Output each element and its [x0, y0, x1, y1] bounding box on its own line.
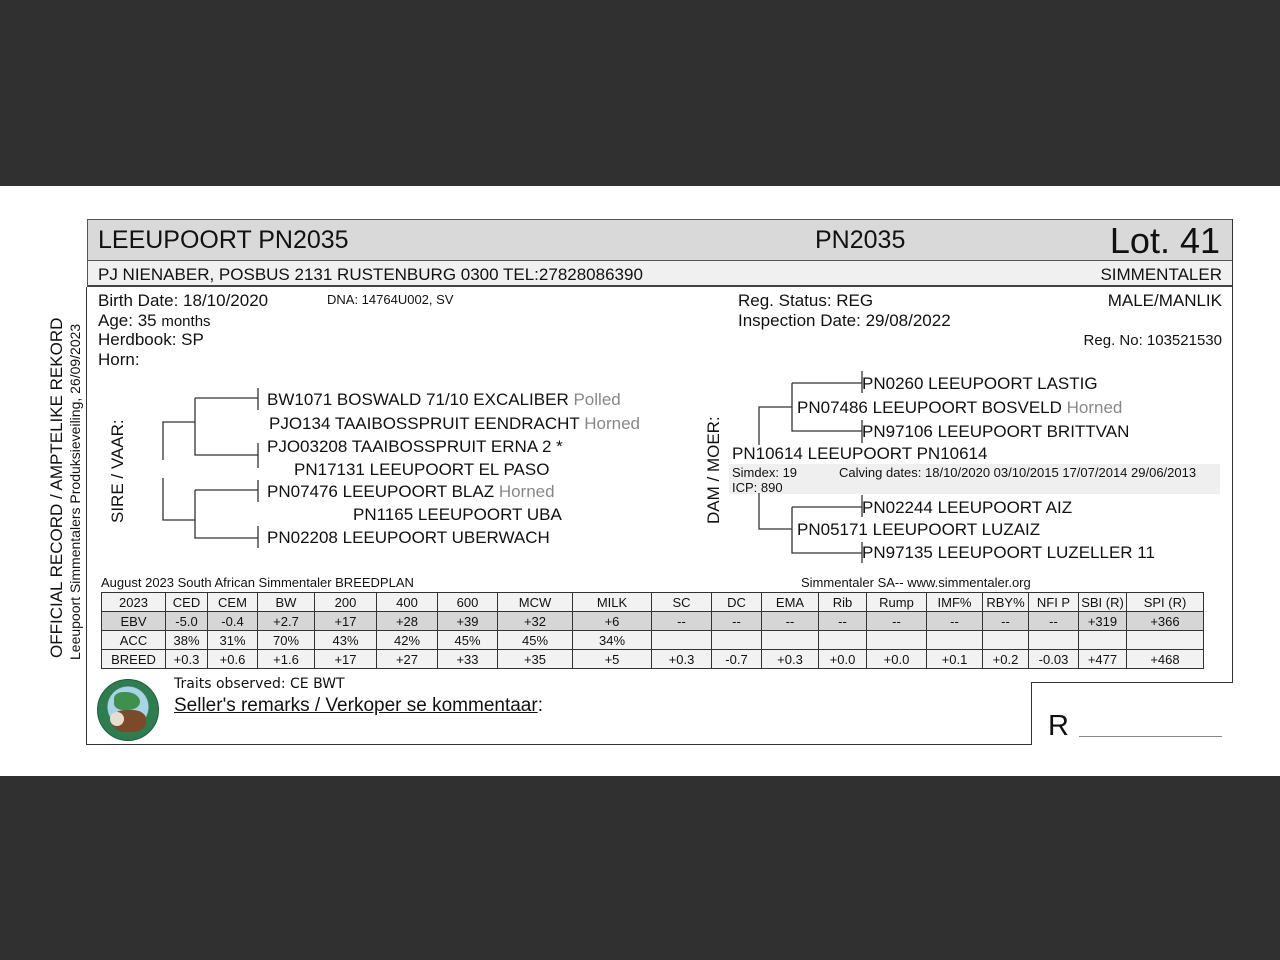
- traits-observed: Traits observed: CE BWT: [174, 676, 345, 692]
- table-cell: -0.7: [712, 650, 762, 669]
- table-cell: RBY%: [983, 593, 1029, 612]
- sellers-remarks-label: [174, 695, 543, 717]
- table-cell: 34%: [573, 631, 652, 650]
- table-cell: [1127, 631, 1204, 650]
- table-cell: [1029, 631, 1079, 650]
- card-left-border: [86, 287, 87, 745]
- horn-status: Horned: [498, 482, 555, 501]
- table-cell: CEM: [208, 593, 258, 612]
- table-cell: IMF%: [927, 593, 983, 612]
- table-cell: +468: [1127, 650, 1204, 669]
- pedigree-name: PN07486 LEEUPOORT BOSVELD: [797, 398, 1062, 417]
- table-cell: 31%: [208, 631, 258, 650]
- horn-status: Polled: [573, 390, 621, 409]
- age-unit: months: [161, 313, 211, 330]
- table-cell: +6: [573, 612, 652, 631]
- sire-sire: [269, 414, 640, 434]
- breedplan-table: [101, 592, 1204, 669]
- owner-address: PJ NIENABER, POSBUS 2131 RUSTENBURG 0300 TEL:27828086390: [98, 265, 643, 284]
- pedigree-name: PN07476 LEEUPOORT BLAZ: [267, 482, 495, 501]
- table-cell: +35: [498, 650, 573, 669]
- table-cell: +0.2: [983, 650, 1029, 669]
- table-cell: +0.0: [867, 650, 927, 669]
- simmentaler-sa-logo-icon: [97, 679, 159, 741]
- table-row: [102, 612, 1204, 631]
- card-bottom-border: [86, 744, 1032, 745]
- table-cell: [867, 631, 927, 650]
- table-cell: SPI (R): [1127, 593, 1204, 612]
- table-cell: [762, 631, 819, 650]
- horn-status: Horned: [584, 414, 640, 433]
- table-cell: +0.1: [927, 650, 983, 669]
- table-cell: SBI (R): [1079, 593, 1127, 612]
- sire-dam-sire: [267, 482, 555, 502]
- table-cell: +1.6: [258, 650, 315, 669]
- inspection-date: Inspection Date: 29/08/2022: [738, 311, 951, 330]
- age-label: Age: 35: [98, 311, 157, 330]
- dam-sire-dam: PN97106 LEEUPOORT BRITTVAN: [862, 422, 1130, 441]
- table-cell: +0.3: [166, 650, 208, 669]
- table-cell: 70%: [258, 631, 315, 650]
- animal-id: PN2035: [815, 226, 906, 254]
- sire-dam: PN1165 LEEUPOORT UBA: [353, 505, 562, 524]
- sire-sire-sire: [267, 390, 621, 410]
- table-cell: 45%: [498, 631, 573, 650]
- row-label: ACC: [102, 631, 166, 650]
- table-cell: +17: [315, 650, 377, 669]
- table-cell: -0.03: [1029, 650, 1079, 669]
- table-cell: [1079, 631, 1127, 650]
- dam-dam-dam: PN97135 LEEUPOORT LUZELLER 11: [862, 543, 1155, 562]
- row-label: BREED: [102, 650, 166, 669]
- table-cell: Rib: [819, 593, 867, 612]
- dam-calving-dates: Calving dates: 18/10/2020 03/10/2015 17/07/2014 29/06/2013: [839, 465, 1197, 480]
- table-cell: -5.0: [166, 612, 208, 631]
- table-cell: +5: [573, 650, 652, 669]
- breed-label: SIMMENTALER: [1100, 265, 1222, 284]
- table-cell: [983, 631, 1029, 650]
- table-cell: 38%: [166, 631, 208, 650]
- sale-subtitle: Leeupoort Simmentalers Produksieveiling, 26/09/2023: [67, 323, 83, 660]
- table-cell: --: [867, 612, 927, 631]
- table-cell: --: [652, 612, 712, 631]
- table-cell: MCW: [498, 593, 573, 612]
- table-cell: Rump: [867, 593, 927, 612]
- table-cell: 600: [438, 593, 498, 612]
- table-cell: +0.3: [652, 650, 712, 669]
- dna-info: DNA: 14764U002, SV: [327, 292, 454, 307]
- table-cell: --: [762, 612, 819, 631]
- birth-date: Birth Date: 18/10/2020: [98, 291, 269, 310]
- sex-label: MALE/MANLIK: [1107, 291, 1222, 310]
- dam-sire: [797, 398, 1122, 418]
- registration-number: Reg. No: 103521530: [1083, 332, 1222, 349]
- table-cell: +28: [377, 612, 438, 631]
- pedigree-name: BW1071 BOSWALD 71/10 EXCALIBER: [267, 390, 569, 409]
- dam-name: PN10614 LEEUPOORT PN10614: [732, 444, 988, 463]
- dam-icp: ICP: 890: [732, 480, 783, 495]
- horn-status: Horn:: [98, 350, 140, 369]
- table-cell: +319: [1079, 612, 1127, 631]
- card-right-border: [1232, 219, 1233, 682]
- table-cell: 200: [315, 593, 377, 612]
- table-cell: 400: [377, 593, 438, 612]
- price-box-left-border: [1031, 682, 1032, 745]
- table-cell: [712, 631, 762, 650]
- table-cell: MILK: [573, 593, 652, 612]
- breedplan-source: Simmentaler SA-- www.simmentaler.org: [801, 575, 1031, 590]
- table-cell: +0.6: [208, 650, 258, 669]
- sire-dam-dam: PN02208 LEEUPOORT UBERWACH: [267, 528, 550, 547]
- table-cell: SC: [652, 593, 712, 612]
- animal-name: LEEUPOORT PN2035: [98, 226, 349, 254]
- dam-label: DAM / MOER:: [704, 416, 723, 524]
- table-cell: +32: [498, 612, 573, 631]
- table-cell: -0.4: [208, 612, 258, 631]
- remarks-colon: :: [537, 695, 543, 716]
- table-cell: --: [927, 612, 983, 631]
- lot-number: Lot. 41: [1109, 220, 1220, 261]
- table-cell: 45%: [438, 631, 498, 650]
- sire-name: PN17131 LEEUPOORT EL PASO: [294, 460, 550, 479]
- official-record-title: OFFICIAL RECORD / AMPTELIKE REKORD: [47, 317, 66, 658]
- table-header-row: [102, 593, 1204, 612]
- table-cell: 43%: [315, 631, 377, 650]
- dam-dam-sire: PN02244 LEEUPOORT AIZ: [862, 498, 1073, 517]
- reg-status: Reg. Status: REG: [738, 291, 874, 310]
- table-cell: +27: [377, 650, 438, 669]
- table-cell: [927, 631, 983, 650]
- table-cell: +2.7: [258, 612, 315, 631]
- remarks-label-text: Seller's remarks / Verkoper se kommentaar: [174, 695, 538, 716]
- horn-status: Horned: [1066, 398, 1123, 417]
- price-input-line[interactable]: [1079, 736, 1222, 737]
- dam-dam: PN05171 LEEUPOORT LUZAIZ: [797, 520, 1041, 539]
- table-cell: +17: [315, 612, 377, 631]
- row-label: 2023: [102, 593, 166, 612]
- dam-sire-sire: PN0260 LEEUPOORT LASTIG: [862, 374, 1098, 393]
- table-cell: DC: [712, 593, 762, 612]
- table-cell: --: [983, 612, 1029, 631]
- herdbook: Herdbook: SP: [98, 330, 204, 349]
- pedigree-name: PJO134 TAAIBOSSPRUIT EENDRACHT: [269, 414, 580, 433]
- sire-pedigree-lines: [150, 380, 280, 550]
- table-cell: --: [1029, 612, 1079, 631]
- age-value: [98, 311, 211, 331]
- table-cell: +39: [438, 612, 498, 631]
- table-cell: 42%: [377, 631, 438, 650]
- table-cell: --: [819, 612, 867, 631]
- table-row: [102, 631, 1204, 650]
- table-cell: +366: [1127, 612, 1204, 631]
- table-cell: CED: [166, 593, 208, 612]
- dam-simdex: Simdex: 19: [732, 465, 798, 480]
- table-cell: +33: [438, 650, 498, 669]
- sire-label: SIRE / VAAR:: [108, 419, 127, 523]
- breedplan-title: August 2023 South African Simmentaler BREEDPLAN: [101, 575, 414, 590]
- table-cell: [652, 631, 712, 650]
- table-row: [102, 650, 1204, 669]
- table-cell: [819, 631, 867, 650]
- sire-sire-dam: PJO03208 TAAIBOSSPRUIT ERNA 2 *: [267, 437, 563, 456]
- price-box-top-border: [1031, 682, 1233, 683]
- table-cell: +477: [1079, 650, 1127, 669]
- table-cell: +0.0: [819, 650, 867, 669]
- row-label: EBV: [102, 612, 166, 631]
- table-cell: +0.3: [762, 650, 819, 669]
- table-cell: EMA: [762, 593, 819, 612]
- table-cell: BW: [258, 593, 315, 612]
- price-prefix: R: [1048, 710, 1069, 742]
- table-cell: --: [712, 612, 762, 631]
- table-cell: NFI P: [1029, 593, 1079, 612]
